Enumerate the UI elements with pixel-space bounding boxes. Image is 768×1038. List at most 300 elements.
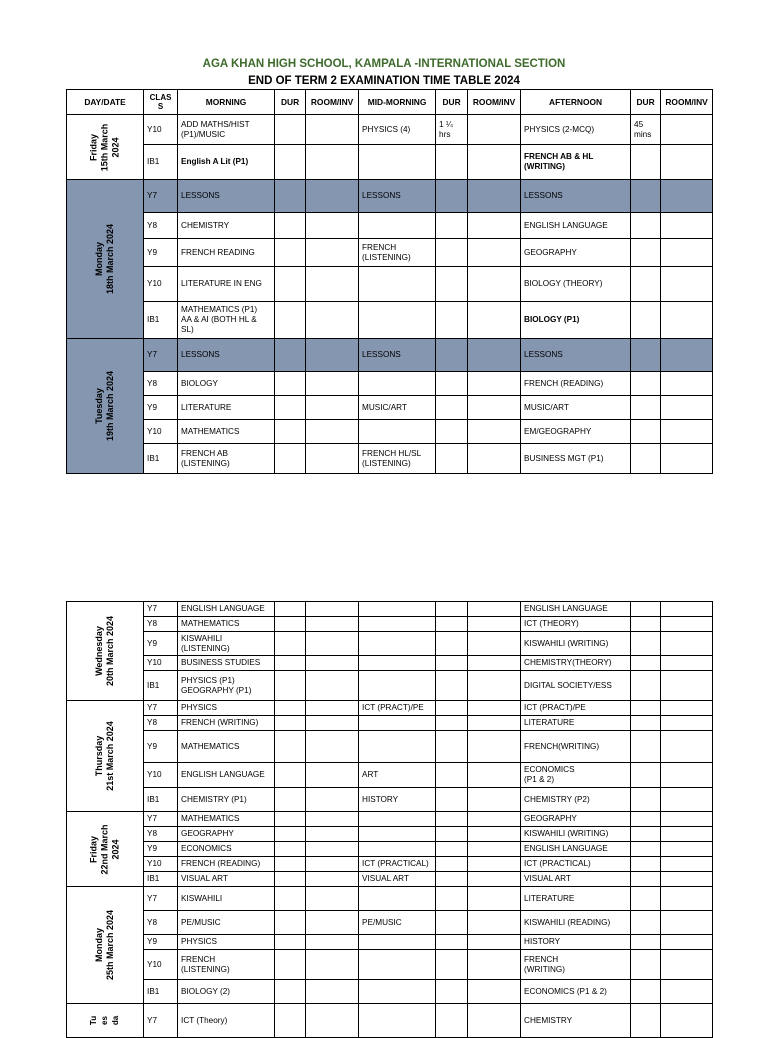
- class-cell: Y9: [144, 731, 178, 763]
- day-date-label: Friday 15th March 2024: [88, 123, 121, 171]
- afternoon-room-cell: [661, 632, 713, 656]
- morning-room-cell: [306, 617, 359, 632]
- mid-morning-cell: [359, 617, 436, 632]
- class-cell: Y8: [144, 617, 178, 632]
- morning-cell: ADD MATHS/HIST (P1)/MUSIC: [178, 115, 275, 145]
- mid-morning-cell: [359, 420, 436, 444]
- mid-morning-cell: [359, 267, 436, 302]
- afternoon-dur-cell: [631, 887, 661, 911]
- mid-morning-cell: [359, 213, 436, 239]
- mid-morning-cell: PE/MUSIC: [359, 911, 436, 935]
- table-row: [67, 602, 713, 617]
- morning-room-cell: [306, 827, 359, 842]
- day-date-cell: [67, 115, 144, 180]
- day-date-label: Monday 18th March 2024: [94, 223, 116, 295]
- mid-room-cell: [468, 656, 521, 671]
- afternoon-cell: GEOGRAPHY: [521, 239, 631, 267]
- morning-dur-cell: [275, 1004, 306, 1038]
- table-row: [67, 842, 713, 857]
- mid-dur-cell: [436, 1004, 468, 1038]
- morning-cell: FRENCH (LISTENING): [178, 950, 275, 980]
- morning-dur-cell: [275, 812, 306, 827]
- afternoon-room-cell: [661, 716, 713, 731]
- mid-morning-cell: [359, 980, 436, 1004]
- morning-cell: MATHEMATICS: [178, 617, 275, 632]
- school-title: AGA KHAN HIGH SCHOOL, KAMPALA -INTERNATIONAL SECTION: [202, 58, 566, 70]
- afternoon-dur-cell: [631, 444, 661, 474]
- mid-room-cell: [468, 701, 521, 716]
- morning-dur-cell: [275, 267, 306, 302]
- afternoon-room-cell: [661, 444, 713, 474]
- afternoon-room-cell: [661, 935, 713, 950]
- afternoon-cell: KISWAHILI (WRITING): [521, 632, 631, 656]
- mid-room-cell: [468, 115, 521, 145]
- afternoon-cell: GEOGRAPHY: [521, 812, 631, 827]
- class-cell: IB1: [144, 872, 178, 887]
- mid-room-cell: [468, 617, 521, 632]
- mid-morning-cell: FRENCH HL/SL (LISTENING): [359, 444, 436, 474]
- afternoon-dur-cell: [631, 213, 661, 239]
- morning-room-cell: [306, 396, 359, 420]
- class-cell: Y9: [144, 632, 178, 656]
- morning-cell: FRENCH (WRITING): [178, 716, 275, 731]
- class-cell: Y7: [144, 180, 178, 213]
- mid-dur-cell: [436, 701, 468, 716]
- afternoon-cell: LITERATURE: [521, 716, 631, 731]
- col-header-mid-morning: MID-MORNING: [359, 90, 436, 115]
- class-cell: Y10: [144, 420, 178, 444]
- table-row: [67, 180, 713, 213]
- day-date-cell: [67, 602, 144, 701]
- morning-dur-cell: [275, 602, 306, 617]
- mid-dur-cell: [436, 396, 468, 420]
- morning-dur-cell: [275, 872, 306, 887]
- morning-dur-cell: [275, 716, 306, 731]
- table-row: [67, 701, 713, 716]
- mid-morning-cell: FRENCH (LISTENING): [359, 239, 436, 267]
- table-row: [67, 372, 713, 396]
- morning-dur-cell: [275, 935, 306, 950]
- mid-room-cell: [468, 716, 521, 731]
- afternoon-dur-cell: [631, 842, 661, 857]
- table-row: [67, 887, 713, 911]
- mid-room-cell: [468, 339, 521, 372]
- mid-room-cell: [468, 180, 521, 213]
- afternoon-cell: MUSIC/ART: [521, 396, 631, 420]
- mid-dur-cell: [436, 911, 468, 935]
- mid-morning-cell: [359, 716, 436, 731]
- table-row: [67, 857, 713, 872]
- afternoon-dur-cell: [631, 302, 661, 339]
- morning-dur-cell: [275, 213, 306, 239]
- morning-dur-cell: [275, 656, 306, 671]
- class-cell: Y8: [144, 911, 178, 935]
- day-date-label: Thursday 21st March 2024: [94, 721, 116, 791]
- morning-room-cell: [306, 701, 359, 716]
- col-header-morning: MORNING: [178, 90, 275, 115]
- afternoon-cell: CHEMISTRY (P2): [521, 788, 631, 812]
- col-header-room-inv: ROOM/INV: [306, 90, 359, 115]
- table-row: [67, 935, 713, 950]
- morning-dur-cell: [275, 671, 306, 701]
- class-cell: IB1: [144, 302, 178, 339]
- morning-dur-cell: [275, 842, 306, 857]
- col-header-room-inv: ROOM/INV: [661, 90, 713, 115]
- mid-morning-cell: MUSIC/ART: [359, 396, 436, 420]
- mid-room-cell: [468, 842, 521, 857]
- day-date-cell: [67, 887, 144, 1004]
- mid-room-cell: [468, 935, 521, 950]
- afternoon-dur-cell: [631, 145, 661, 180]
- afternoon-dur-cell: [631, 239, 661, 267]
- mid-room-cell: [468, 788, 521, 812]
- afternoon-room-cell: [661, 788, 713, 812]
- class-cell: Y7: [144, 887, 178, 911]
- afternoon-dur-cell: [631, 763, 661, 788]
- afternoon-room-cell: [661, 731, 713, 763]
- table-row: [67, 444, 713, 474]
- class-cell: Y7: [144, 812, 178, 827]
- table-row: [67, 656, 713, 671]
- mid-room-cell: [468, 420, 521, 444]
- mid-room-cell: [468, 302, 521, 339]
- class-cell: Y7: [144, 602, 178, 617]
- mid-dur-cell: [436, 239, 468, 267]
- morning-room-cell: [306, 372, 359, 396]
- afternoon-cell: HISTORY: [521, 935, 631, 950]
- afternoon-cell: DIGITAL SOCIETY/ESS: [521, 671, 631, 701]
- morning-room-cell: [306, 302, 359, 339]
- morning-room-cell: [306, 842, 359, 857]
- afternoon-room-cell: [661, 671, 713, 701]
- morning-cell: GEOGRAPHY: [178, 827, 275, 842]
- afternoon-room-cell: [661, 842, 713, 857]
- day-date-label: Tu es da: [89, 1015, 121, 1026]
- mid-room-cell: [468, 763, 521, 788]
- morning-room-cell: [306, 788, 359, 812]
- morning-cell: LITERATURE: [178, 396, 275, 420]
- mid-morning-cell: HISTORY: [359, 788, 436, 812]
- mid-dur-cell: [436, 812, 468, 827]
- class-cell: Y9: [144, 239, 178, 267]
- afternoon-cell: LESSONS: [521, 339, 631, 372]
- mid-room-cell: [468, 1004, 521, 1038]
- mid-dur-cell: [436, 213, 468, 239]
- mid-morning-cell: ICT (PRACT)/PE: [359, 701, 436, 716]
- afternoon-cell: KISWAHILI (WRITING): [521, 827, 631, 842]
- afternoon-cell: BIOLOGY (THEORY): [521, 267, 631, 302]
- morning-dur-cell: [275, 145, 306, 180]
- morning-room-cell: [306, 213, 359, 239]
- morning-cell: ICT (Theory): [178, 1004, 275, 1038]
- morning-room-cell: [306, 656, 359, 671]
- col-header-dur: DUR: [436, 90, 468, 115]
- morning-cell: FRENCH (READING): [178, 857, 275, 872]
- class-cell: IB1: [144, 145, 178, 180]
- afternoon-cell: ICT (THEORY): [521, 617, 631, 632]
- morning-dur-cell: [275, 980, 306, 1004]
- morning-room-cell: [306, 872, 359, 887]
- mid-dur-cell: [436, 827, 468, 842]
- afternoon-dur-cell: [631, 731, 661, 763]
- day-date-label: Tuesday 19th March 2024: [94, 370, 116, 442]
- afternoon-cell: ECONOMICS (P1 & 2): [521, 980, 631, 1004]
- afternoon-dur-cell: [631, 420, 661, 444]
- class-cell: Y7: [144, 339, 178, 372]
- class-cell: Y9: [144, 396, 178, 420]
- morning-dur-cell: [275, 950, 306, 980]
- class-cell: Y10: [144, 950, 178, 980]
- mid-morning-cell: [359, 731, 436, 763]
- class-cell: IB1: [144, 980, 178, 1004]
- mid-morning-cell: [359, 145, 436, 180]
- morning-cell: LESSONS: [178, 339, 275, 372]
- morning-cell: FRENCH READING: [178, 239, 275, 267]
- afternoon-cell: LESSONS: [521, 180, 631, 213]
- class-cell: Y7: [144, 701, 178, 716]
- afternoon-room-cell: [661, 911, 713, 935]
- afternoon-dur-cell: [631, 372, 661, 396]
- table-row: [67, 302, 713, 339]
- table-row: [67, 788, 713, 812]
- mid-dur-cell: [436, 145, 468, 180]
- mid-room-cell: [468, 602, 521, 617]
- afternoon-cell: LITERATURE: [521, 887, 631, 911]
- morning-cell: PE/MUSIC: [178, 911, 275, 935]
- morning-cell: MATHEMATICS: [178, 812, 275, 827]
- mid-morning-cell: ART: [359, 763, 436, 788]
- morning-cell: MATHEMATICS: [178, 731, 275, 763]
- afternoon-room-cell: [661, 115, 713, 145]
- afternoon-dur-cell: [631, 701, 661, 716]
- timetable-title: END OF TERM 2 EXAMINATION TIME TABLE 2024: [248, 75, 520, 87]
- morning-dur-cell: [275, 827, 306, 842]
- morning-dur-cell: [275, 701, 306, 716]
- morning-room-cell: [306, 887, 359, 911]
- afternoon-room-cell: [661, 701, 713, 716]
- morning-room-cell: [306, 671, 359, 701]
- morning-room-cell: [306, 632, 359, 656]
- morning-room-cell: [306, 420, 359, 444]
- afternoon-dur-cell: [631, 602, 661, 617]
- mid-dur-cell: [436, 339, 468, 372]
- mid-dur-cell: [436, 887, 468, 911]
- morning-dur-cell: [275, 763, 306, 788]
- table-row: [67, 911, 713, 935]
- col-header-afternoon: AFTERNOON: [521, 90, 631, 115]
- afternoon-dur-cell: [631, 180, 661, 213]
- class-cell: Y7: [144, 1004, 178, 1038]
- mid-morning-cell: [359, 1004, 436, 1038]
- mid-dur-cell: [436, 763, 468, 788]
- afternoon-cell: ICT (PRACT)/PE: [521, 701, 631, 716]
- morning-room-cell: [306, 444, 359, 474]
- afternoon-dur-cell: [631, 656, 661, 671]
- mid-room-cell: [468, 444, 521, 474]
- class-cell: Y8: [144, 213, 178, 239]
- mid-dur-cell: [436, 632, 468, 656]
- morning-cell: PHYSICS: [178, 935, 275, 950]
- table-row: [67, 872, 713, 887]
- afternoon-cell: FRENCH (READING): [521, 372, 631, 396]
- afternoon-cell: ECONOMICS (P1 & 2): [521, 763, 631, 788]
- morning-room-cell: [306, 267, 359, 302]
- col-header-day-date: DAY/DATE: [67, 90, 144, 115]
- class-cell: Y9: [144, 842, 178, 857]
- mid-morning-cell: LESSONS: [359, 180, 436, 213]
- morning-cell: MATHEMATICS: [178, 420, 275, 444]
- mid-dur-cell: [436, 935, 468, 950]
- morning-room-cell: [306, 911, 359, 935]
- class-cell: Y10: [144, 656, 178, 671]
- day-date-label: Monday 25th March 2024: [94, 909, 116, 981]
- mid-dur-cell: [436, 842, 468, 857]
- morning-room-cell: [306, 180, 359, 213]
- mid-morning-cell: [359, 827, 436, 842]
- mid-dur-cell: [436, 731, 468, 763]
- afternoon-cell: PHYSICS (2-MCQ): [521, 115, 631, 145]
- afternoon-room-cell: [661, 763, 713, 788]
- table-row: [67, 827, 713, 842]
- morning-room-cell: [306, 950, 359, 980]
- class-cell: Y10: [144, 763, 178, 788]
- afternoon-dur-cell: [631, 980, 661, 1004]
- table-row: [67, 267, 713, 302]
- morning-dur-cell: [275, 788, 306, 812]
- afternoon-cell: KISWAHILI (READING): [521, 911, 631, 935]
- morning-cell: MATHEMATICS (P1) AA & AI (BOTH HL & SL): [178, 302, 275, 339]
- afternoon-room-cell: [661, 950, 713, 980]
- morning-cell: VISUAL ART: [178, 872, 275, 887]
- mid-morning-cell: ICT (PRACTICAL): [359, 857, 436, 872]
- table-row: [67, 812, 713, 827]
- class-cell: Y10: [144, 857, 178, 872]
- class-cell: Y10: [144, 115, 178, 145]
- timetable-page-1: [66, 89, 713, 474]
- col-header-room-inv: ROOM/INV: [468, 90, 521, 115]
- mid-morning-cell: [359, 302, 436, 339]
- mid-dur-cell: [436, 671, 468, 701]
- mid-room-cell: [468, 731, 521, 763]
- morning-dur-cell: [275, 339, 306, 372]
- afternoon-cell: CHEMISTRY(THEORY): [521, 656, 631, 671]
- afternoon-cell: VISUAL ART: [521, 872, 631, 887]
- table-row: [67, 115, 713, 145]
- afternoon-cell: BIOLOGY (P1): [521, 302, 631, 339]
- mid-morning-cell: [359, 602, 436, 617]
- mid-room-cell: [468, 911, 521, 935]
- mid-room-cell: [468, 857, 521, 872]
- afternoon-room-cell: [661, 239, 713, 267]
- morning-cell: FRENCH AB (LISTENING): [178, 444, 275, 474]
- mid-dur-cell: [436, 420, 468, 444]
- afternoon-room-cell: [661, 180, 713, 213]
- morning-dur-cell: [275, 302, 306, 339]
- afternoon-dur-cell: [631, 950, 661, 980]
- afternoon-room-cell: [661, 1004, 713, 1038]
- afternoon-room-cell: [661, 372, 713, 396]
- morning-dur-cell: [275, 239, 306, 267]
- mid-room-cell: [468, 980, 521, 1004]
- morning-cell: BUSINESS STUDIES: [178, 656, 275, 671]
- afternoon-room-cell: [661, 887, 713, 911]
- afternoon-dur-cell: [631, 617, 661, 632]
- mid-morning-cell: [359, 812, 436, 827]
- day-date-cell: [67, 339, 144, 474]
- mid-room-cell: [468, 887, 521, 911]
- morning-cell: ENGLISH LANGUAGE: [178, 602, 275, 617]
- afternoon-dur-cell: [631, 716, 661, 731]
- morning-room-cell: [306, 716, 359, 731]
- morning-cell: ENGLISH LANGUAGE: [178, 763, 275, 788]
- class-cell: Y8: [144, 716, 178, 731]
- mid-dur-cell: [436, 716, 468, 731]
- mid-morning-cell: LESSONS: [359, 339, 436, 372]
- afternoon-room-cell: [661, 396, 713, 420]
- class-cell: Y8: [144, 372, 178, 396]
- mid-dur-cell: [436, 950, 468, 980]
- table-row: [67, 731, 713, 763]
- morning-dur-cell: [275, 444, 306, 474]
- mid-dur-cell: [436, 857, 468, 872]
- table-row: [67, 632, 713, 656]
- mid-dur-cell: [436, 617, 468, 632]
- day-date-cell: [67, 812, 144, 887]
- morning-cell: PHYSICS (P1) GEOGRAPHY (P1): [178, 671, 275, 701]
- morning-room-cell: [306, 115, 359, 145]
- morning-cell: BIOLOGY: [178, 372, 275, 396]
- morning-room-cell: [306, 602, 359, 617]
- mid-morning-cell: [359, 671, 436, 701]
- table-row: [67, 339, 713, 372]
- mid-room-cell: [468, 239, 521, 267]
- mid-morning-cell: [359, 887, 436, 911]
- mid-dur-cell: [436, 444, 468, 474]
- class-cell: IB1: [144, 671, 178, 701]
- table-row: [67, 420, 713, 444]
- mid-room-cell: [468, 812, 521, 827]
- morning-cell: BIOLOGY (2): [178, 980, 275, 1004]
- mid-morning-cell: [359, 656, 436, 671]
- mid-dur-cell: [436, 602, 468, 617]
- table-row: [67, 671, 713, 701]
- morning-room-cell: [306, 763, 359, 788]
- morning-room-cell: [306, 1004, 359, 1038]
- mid-dur-cell: [436, 872, 468, 887]
- mid-dur-cell: [436, 656, 468, 671]
- class-cell: Y10: [144, 267, 178, 302]
- afternoon-room-cell: [661, 602, 713, 617]
- morning-cell: CHEMISTRY (P1): [178, 788, 275, 812]
- mid-morning-cell: [359, 842, 436, 857]
- afternoon-room-cell: [661, 617, 713, 632]
- morning-room-cell: [306, 339, 359, 372]
- afternoon-dur-cell: [631, 827, 661, 842]
- morning-room-cell: [306, 812, 359, 827]
- afternoon-room-cell: [661, 213, 713, 239]
- mid-morning-cell: [359, 372, 436, 396]
- afternoon-room-cell: [661, 827, 713, 842]
- morning-cell: LITERATURE IN ENG: [178, 267, 275, 302]
- afternoon-room-cell: [661, 872, 713, 887]
- mid-room-cell: [468, 827, 521, 842]
- morning-room-cell: [306, 145, 359, 180]
- col-header-dur: DUR: [631, 90, 661, 115]
- afternoon-cell: FRENCH AB & HL (WRITING): [521, 145, 631, 180]
- morning-dur-cell: [275, 911, 306, 935]
- day-date-cell: [67, 1004, 144, 1038]
- mid-dur-cell: [436, 788, 468, 812]
